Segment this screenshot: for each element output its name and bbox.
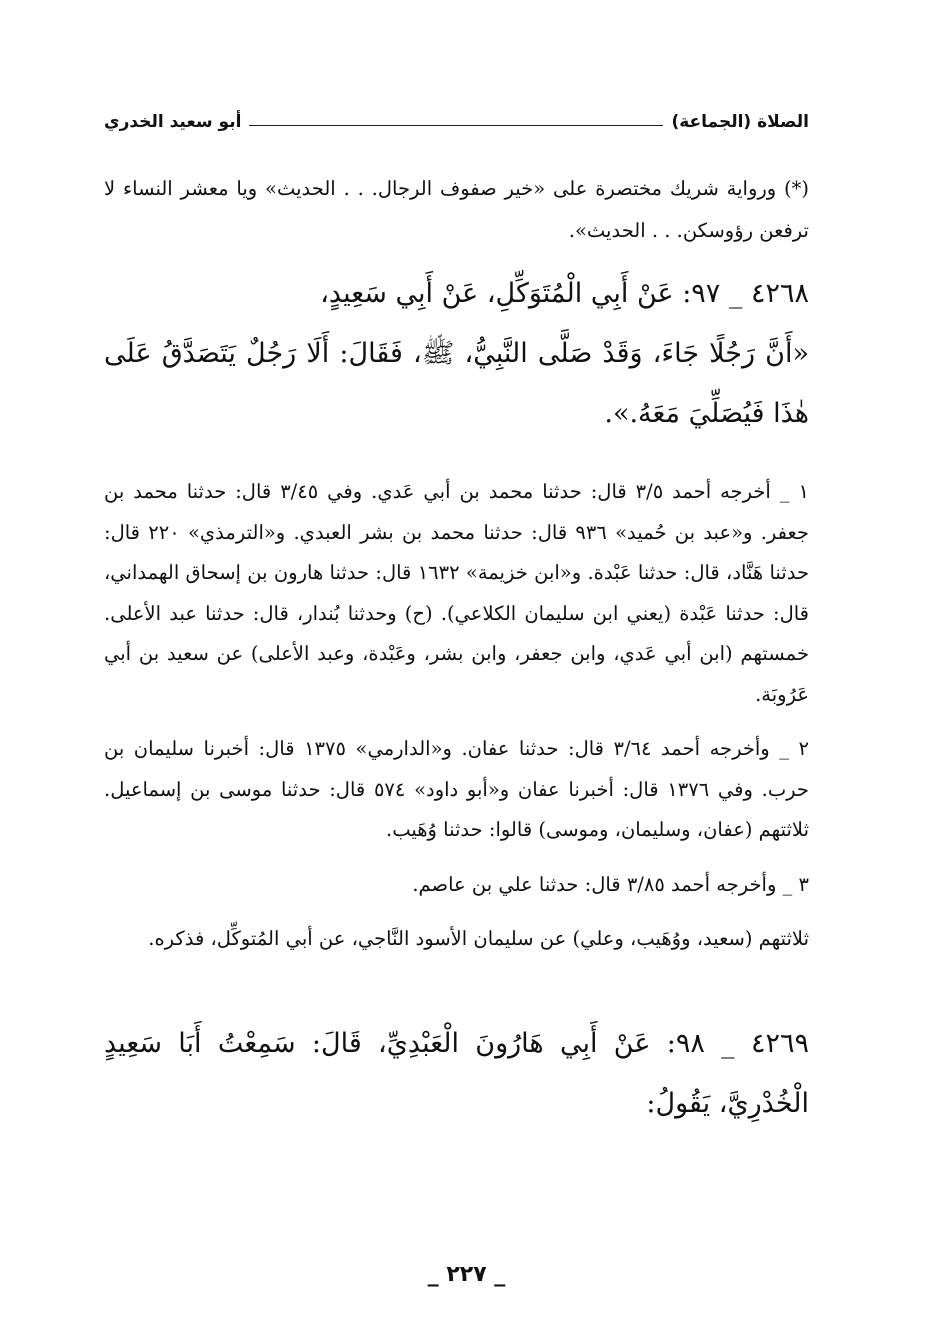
header-rule [249,125,663,126]
takhrij-paragraph-2: ٢ _ وأخرجه أحمد ٣/٦٤ قال: حدثنا عفان. و«الدارمي» ١٣٧٥ قال: أخبرنا سليمان بن حرب. وفي ١٣٧٦ قال: أخبرنا عفان و«أبو داود» ٥٧٤ قال: حدثنا موسى بن إسماعيل. ثلاثتهم (عفان، وسليمان، وموسى) قالوا: حدثنا وُهَيب. [104,737,810,841]
editor-note: (*) ورواية شريك مختصرة على «خير صفوف الرجال. . . الحديث» ويا معشر النساء لا ترفعن رؤوسكن. . . الحديث». [104,177,809,242]
hadith-4268-text: «أَنَّ رَجُلًا جَاءَ، وَقَدْ صَلَّى النَّبِيُّ، ﷺ، فَقَالَ: أَلَا رَجُلٌ يَتَصَدَّقُ عَلَى هٰذَا فَيُصَلِّيَ مَعَهُ.». [104,338,809,429]
header-chapter: الصلاة (الجماعة) [671,112,809,132]
section-gap [104,974,809,1014]
hadith-4268-heading: ٤٢٦٨ _ ٩٧: عَنْ أَبِي الْمُتَوَكِّلِ، عَنْ أَبِي سَعِيدٍ، [320,278,809,309]
header-narrator: أبو سعيد الخدري [104,112,242,132]
takhrij-paragraph-3: ٣ _ وأخرجه أحمد ٣/٨٥ قال: حدثنا علي بن عاصم. [412,872,809,896]
running-header [104,98,809,132]
hadith-4269-heading: ٤٢٦٩ _ ٩٨: عَنْ أَبِي هَارُونَ الْعَبْدِيِّ، قَالَ: سَمِعْتُ أَبَا سَعِيدٍ الْخُدْرِيَّ، يَقُولُ: [104,1027,810,1119]
page-number: _ ٢٢٧ _ [427,1262,506,1287]
takhrij-paragraph-1: ١ _ أخرجه أحمد ٣/٥ قال: حدثنا محمد بن أبي عَدي. وفي ٣/٤٥ قال: حدثنا محمد بن جعفر. و«عبد بن حُميد» ٩٣٦ قال: حدثنا محمد بن بشر العبدي. و«الترمذي» ٢٢٠ قال: حدثنا هَنَّاد، قال: حدثنا عَبْدة. و«ابن خزيمة» ١٦٣٢ قال: حدثنا هارون بن إسحاق الهمداني، قال: حدثنا عَبْدة (يعني ابن سليمان الكلاعي). (ح) وحدثنا بُندار، قال: حدثنا عبد الأعلى. خمستهم (ابن أبي عَدي، وابن جعفر، وابن بشر، وعَبْدة، وعبد الأعلى) عن سعيد بن أبي عَرُوبَة. [104,480,809,706]
page-body [104,168,809,1134]
takhrij-summary: ثلاثتهم (سعيد، ووُهَيب، وعلي) عن سليمان الأسود النَّاجي، عن أبي المُتوكِّل، فذكره. [148,927,809,950]
